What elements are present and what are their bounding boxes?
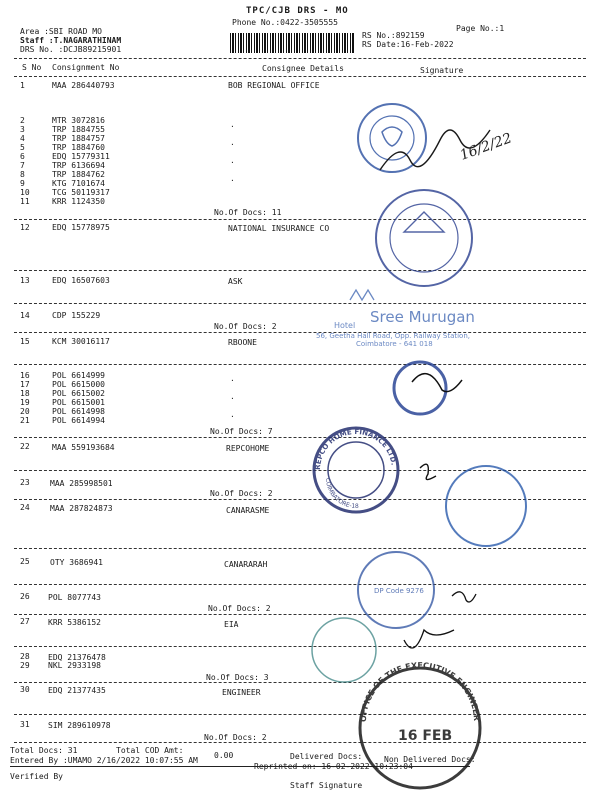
- dp-code-text: DP Code 9276: [374, 587, 424, 595]
- reprinted-on: Reprinted on: 16-02-2022 10:23:04: [254, 762, 413, 771]
- consignment-no: POL 6614998: [52, 407, 105, 416]
- svg-text:OFFICE OF THE EXECUTIVE ENGINE: [359, 661, 481, 722]
- col-sno: S No: [22, 63, 42, 72]
- date-signature: 16/2/22: [457, 130, 515, 164]
- consignment-no: POL 8077743: [48, 593, 101, 602]
- consignment-no: EDQ 15779311: [52, 152, 110, 161]
- consignee-name: CANARARAH: [224, 560, 268, 569]
- row-sno: 1: [20, 81, 25, 90]
- hotel-name-text: Sree Murugan: [370, 308, 475, 326]
- consignment-no: KRR 1124350: [52, 197, 105, 206]
- col-consignee: Consignee Details: [262, 64, 344, 73]
- consignment-no: MAA 285998501: [50, 479, 113, 488]
- docs-count: No.Of Docs: 2: [214, 322, 277, 331]
- staff-signature: Staff Signature: [290, 781, 363, 790]
- repco-stamp-icon: [314, 428, 398, 512]
- row-sno: 27: [20, 617, 30, 626]
- row-sno: 14: [20, 311, 30, 320]
- total-docs: Total Docs: 31: [10, 746, 78, 755]
- consignee-name: REPCOHOME: [226, 444, 270, 453]
- repco-city-text: COIMBATORE-18: [323, 477, 359, 511]
- docs-count: No.Of Docs: 2: [208, 604, 271, 613]
- consignment-no: TCG 50119317: [52, 188, 110, 197]
- executive-stamp-icon: [359, 661, 481, 788]
- consignee-name: NATIONAL INSURANCE CO: [228, 224, 330, 233]
- row-sno: 2: [20, 116, 25, 125]
- consignment-no: KRR 5386152: [48, 618, 101, 627]
- consignment-no: MAA 287824873: [50, 504, 113, 513]
- consignment-no: KTG 7101674: [52, 179, 105, 188]
- total-cod-label: Total COD Amt:: [116, 746, 184, 755]
- row-sno: 11: [20, 197, 30, 206]
- consignment-no: POL 6614994: [52, 416, 105, 425]
- hotel-address-text: 56, Geetha Hall Road, Opp. Railway Station,: [316, 332, 471, 340]
- repco-stamp-text: REPCO HOME FINANCE LTD.: [313, 427, 398, 471]
- consignment-no: EDQ 21377435: [48, 686, 106, 695]
- consignment-no: POL 6615000: [52, 380, 105, 389]
- consignment-no: NKL 2933198: [48, 661, 101, 670]
- row-sno: 15: [20, 337, 30, 346]
- row-sno: 7: [20, 161, 25, 170]
- page-number: Page No.:1: [456, 24, 505, 33]
- dp-code-stamp-icon: [358, 552, 434, 628]
- consignment-no: MAA 286440793: [52, 81, 115, 90]
- docs-count: No.Of Docs: 7: [210, 427, 273, 436]
- consignee-name: ENGINEER: [222, 688, 261, 697]
- consignee-name: CANARASME: [226, 506, 270, 515]
- consignment-no: OTY 3686941: [50, 558, 103, 567]
- row-sno: 26: [20, 592, 30, 601]
- row-sno: 29: [20, 661, 30, 670]
- doc-title: TPC/CJB DRS - MO: [246, 6, 349, 16]
- consignment-no: TRP 1884760: [52, 143, 105, 152]
- consignment-no: POL 6615001: [52, 398, 105, 407]
- round-stamp-icon: [394, 362, 446, 414]
- row-sno: 28: [20, 652, 30, 661]
- row-sno: 18: [20, 389, 30, 398]
- consignment-no: MAA 559193684: [52, 443, 115, 452]
- stamp-date-text: 16 FEB: [398, 728, 453, 744]
- non-delivered-docs: Non Delivered Docs:: [384, 755, 476, 764]
- row-sno: 22: [20, 442, 30, 451]
- svg-text:REPCO HOME FINANCE LTD.: [314, 428, 398, 470]
- signature-mark: [452, 592, 476, 602]
- row-sno: 6: [20, 152, 25, 161]
- row-sno: 13: [20, 276, 30, 285]
- consignment-no: EDQ 15778975: [52, 223, 110, 232]
- docs-count: No.Of Docs: 2: [204, 733, 267, 742]
- phone-number: Phone No.:0422-3505555: [232, 18, 338, 27]
- executive-stamp-text: OFFICE OF THE EXECUTIVE ENGINEER: [358, 660, 482, 723]
- canara-stamp-icon: [446, 466, 526, 546]
- signature-mark: [412, 374, 462, 392]
- drs-number: DRS No. :DCJB89215901: [20, 45, 122, 54]
- bank-stamp-icon: [358, 104, 426, 172]
- delivered-docs: Delivered Docs:: [290, 752, 363, 761]
- verified-by: Verified By: [10, 772, 63, 781]
- row-sno: 25: [20, 557, 30, 566]
- consignment-no: TRP 1884762: [52, 170, 105, 179]
- staff-label: Staff :T.NAGARATHINAM: [20, 36, 122, 45]
- docs-count: No.Of Docs: 3: [206, 673, 269, 682]
- row-sno: 30: [20, 685, 30, 694]
- consignment-no: KCM 30016117: [52, 337, 110, 346]
- row-sno: 8: [20, 170, 25, 179]
- row-sno: 3: [20, 125, 25, 134]
- row-sno: 23: [20, 478, 30, 487]
- consignment-no: POL 6615002: [52, 389, 105, 398]
- row-sno: 12: [20, 223, 30, 232]
- hotel-label-text: Hotel: [334, 321, 356, 330]
- consignee-name: RBOONE: [228, 338, 257, 347]
- consignment-no: EDQ 21376478: [48, 653, 106, 662]
- col-signature: Signature: [420, 66, 464, 75]
- consignee-name: EIA: [224, 620, 239, 629]
- consignment-no: MTR 3072816: [52, 116, 105, 125]
- row-sno: 24: [20, 503, 30, 512]
- consignment-no: CDP 155229: [52, 311, 101, 320]
- row-sno: 20: [20, 407, 30, 416]
- eia-stamp-icon: [312, 618, 376, 682]
- consignee-name: ASK: [228, 277, 243, 286]
- entered-by: Entered By :UMAMO 2/16/2022 10:07:55 AM: [10, 756, 198, 765]
- consignment-no: POL 6614999: [52, 371, 105, 380]
- area-label: Area :SBI ROAD MO: [20, 27, 102, 36]
- rs-number: RS No.:892159: [362, 31, 425, 40]
- row-sno: 21: [20, 416, 30, 425]
- row-sno: 9: [20, 179, 25, 188]
- hotel-city-text: Coimbatore - 641 018: [356, 340, 433, 348]
- row-sno: 4: [20, 134, 25, 143]
- row-sno: 16: [20, 371, 30, 380]
- signature-mark: [404, 630, 454, 648]
- consignment-no: TRP 1884755: [52, 125, 105, 134]
- signature-mark: [420, 464, 436, 479]
- hotel-stamp-icon: [316, 290, 475, 348]
- col-consignment: Consignment No: [52, 63, 120, 72]
- docs-count: No.Of Docs: 11: [214, 208, 282, 217]
- total-cod-amount: 0.00: [214, 751, 234, 760]
- row-sno: 5: [20, 143, 25, 152]
- docs-count: No.Of Docs: 2: [210, 489, 273, 498]
- consignment-no: EDQ 16507603: [52, 276, 110, 285]
- row-sno: 10: [20, 188, 30, 197]
- row-sno: 31: [20, 720, 30, 729]
- rs-date: RS Date:16-Feb-2022: [362, 40, 454, 49]
- consignment-no: TRP 1884757: [52, 134, 105, 143]
- consignment-no: TRP 6136694: [52, 161, 105, 170]
- consignment-no: SIM 289610978: [48, 721, 111, 730]
- row-sno: 17: [20, 380, 30, 389]
- consignee-name: BOB REGIONAL OFFICE: [228, 81, 320, 90]
- row-sno: 19: [20, 398, 30, 407]
- insurance-stamp-icon: [376, 190, 472, 286]
